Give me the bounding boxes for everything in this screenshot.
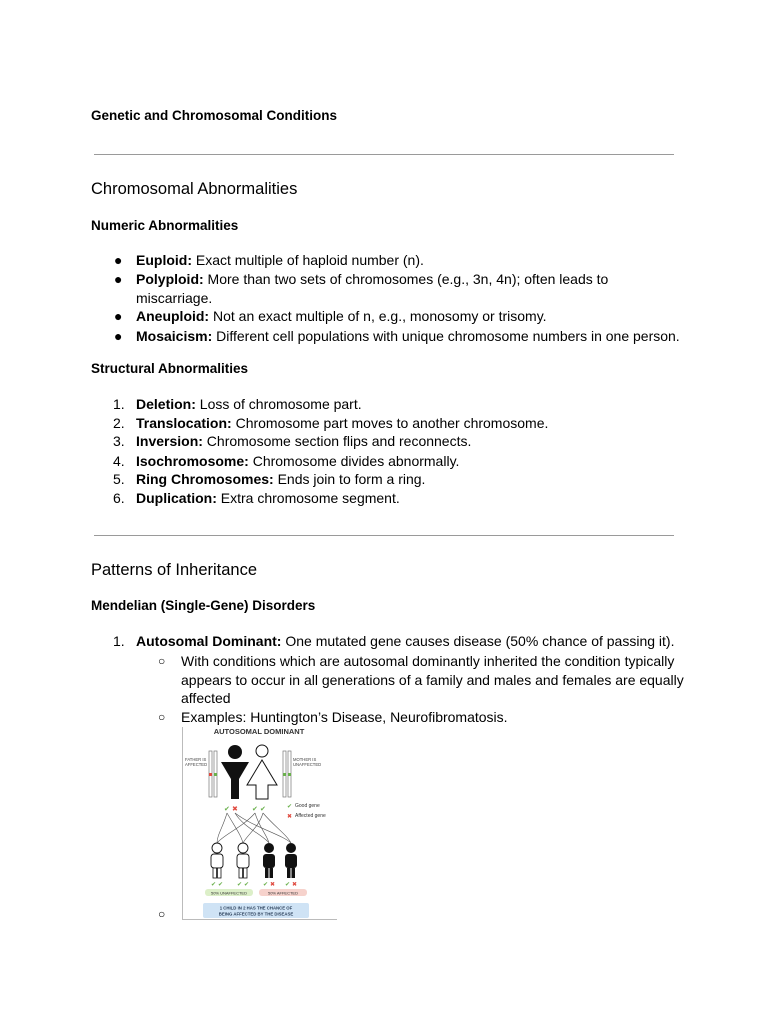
caption-line2: BEING AFFECTED BY THE DISEASE: [218, 911, 294, 917]
mother-chromosomes: [283, 751, 291, 797]
list-item: [91, 327, 691, 345]
child-unaffected-2: [237, 843, 249, 878]
affected-label: 50% AFFECTED: [267, 890, 299, 896]
sub-bullet-marker: ○: [158, 907, 166, 921]
list-item: [91, 632, 691, 650]
legend: [287, 803, 326, 820]
svg-text:✔: ✔: [211, 881, 217, 888]
term: Aneuploid:: [136, 308, 210, 324]
list-item: [91, 470, 691, 488]
heading-structural-abnormalities: Structural Abnormalities: [91, 361, 249, 376]
mother-label-line2: UNAFFECTED: [293, 762, 322, 767]
child-affected-1: [263, 843, 275, 878]
divider: [94, 154, 674, 155]
term: Isochromosome:: [136, 453, 249, 469]
list-item: [91, 395, 691, 413]
mother-label-line1: MOTHER IS: [293, 757, 317, 762]
legend-good-gene: Good gene: [295, 803, 320, 809]
description: Loss of chromosome part.: [195, 396, 362, 412]
list-item: [91, 489, 691, 507]
svg-text:✔: ✔: [285, 881, 291, 888]
sub-item-text: Examples: Huntington’s Disease, Neurofibromatosis.: [181, 709, 508, 725]
term: Mosaicism:: [136, 328, 213, 344]
svg-text:✖: ✖: [270, 881, 276, 888]
list-item: [91, 452, 691, 470]
sub-list-item-empty: [158, 905, 178, 923]
svg-text:✔: ✔: [237, 881, 243, 888]
description: Not an exact multiple of n, e.g., monosomy or trisomy.: [209, 308, 547, 324]
description: Ends join to form a ring.: [273, 471, 426, 487]
list-item: [91, 270, 691, 307]
list-number: 3.: [113, 433, 125, 449]
svg-text:✔: ✔: [252, 805, 258, 813]
description: Chromosome part moves to another chromosome.: [231, 415, 549, 431]
svg-text:✖: ✖: [232, 805, 238, 813]
list-item: [91, 414, 691, 432]
document-title: Genetic and Chromosomal Conditions: [91, 108, 338, 123]
description: More than two sets of chromosomes (e.g., 3n, 4n); often leads to miscarriage.: [136, 271, 609, 306]
sub-bullet-marker: ○: [158, 654, 166, 668]
svg-text:✔: ✔: [224, 805, 230, 813]
sub-list-item: [158, 652, 698, 708]
description: Extra chromosome segment.: [216, 490, 400, 506]
inheritance-lines: [217, 813, 291, 843]
list-item: [91, 251, 691, 269]
father-figure-icon: [221, 745, 249, 799]
description: Chromosome section flips and reconnects.: [202, 433, 472, 449]
list-number: 1.: [113, 633, 125, 649]
term: Ring Chromosomes:: [136, 471, 274, 487]
bullet-marker: ●: [114, 252, 123, 268]
term: Polyploid:: [136, 271, 204, 287]
father-label-line1: FATHER IS: [185, 757, 207, 762]
parent-gene-marks: [224, 805, 266, 813]
mother-figure-icon: [247, 745, 277, 799]
autosomal-dominant-figure: [182, 727, 337, 920]
list-number: 4.: [113, 453, 125, 469]
bullet-marker: ●: [114, 271, 123, 287]
sub-bullet-marker: ○: [158, 710, 166, 724]
father-chromosomes: [209, 751, 217, 797]
list-item: [91, 432, 691, 450]
divider: [94, 535, 674, 536]
legend-affected-gene: Affected gene: [295, 813, 326, 819]
term: Translocation:: [136, 415, 232, 431]
bullet-marker: ●: [114, 308, 123, 324]
svg-text:✖: ✖: [292, 881, 298, 888]
svg-text:✔: ✔: [260, 805, 266, 813]
description: Different cell populations with unique chromosome numbers in one person.: [212, 328, 680, 344]
svg-text:✔: ✔: [218, 881, 224, 888]
term: Inversion:: [136, 433, 203, 449]
sub-list-item: [158, 708, 698, 726]
description: Exact multiple of haploid number (n).: [192, 252, 424, 268]
child-gene-marks: [211, 881, 297, 888]
list-number: 2.: [113, 415, 125, 431]
term: Duplication:: [136, 490, 217, 506]
child-unaffected-1: [211, 843, 223, 878]
figure-title: AUTOSOMAL DOMINANT: [213, 727, 305, 736]
heading-chromosomal-abnormalities: Chromosomal Abnormalities: [91, 180, 298, 198]
term: Deletion:: [136, 396, 196, 412]
heading-mendelian-disorders: Mendelian (Single-Gene) Disorders: [91, 598, 316, 613]
description: One mutated gene causes disease (50% chance of passing it).: [281, 633, 675, 649]
term: Euploid:: [136, 252, 192, 268]
child-affected-2: [285, 843, 297, 878]
list-item: [91, 307, 691, 325]
heading-numeric-abnormalities: Numeric Abnormalities: [91, 218, 239, 233]
good-gene-icon: ✔: [287, 803, 293, 810]
sub-item-text: With conditions which are autosomal dominantly inherited the condition typically appears to occur in all generations of a family and males and females are equally affected: [181, 653, 684, 706]
list-number: 5.: [113, 471, 125, 487]
svg-text:✔: ✔: [263, 881, 269, 888]
bullet-marker: ●: [114, 328, 123, 344]
list-number: 6.: [113, 490, 125, 506]
svg-text:✔: ✔: [244, 881, 250, 888]
term: Autosomal Dominant:: [136, 633, 282, 649]
caption-line1: 1 CHILD IN 2 HAS THE CHANCE OF: [219, 905, 293, 911]
heading-patterns-of-inheritance: Patterns of Inheritance: [91, 561, 258, 579]
unaffected-label: 50% UNAFFECTED: [210, 890, 248, 896]
list-number: 1.: [113, 396, 125, 412]
affected-gene-icon: ✖: [287, 813, 293, 820]
description: Chromosome divides abnormally.: [248, 453, 460, 469]
father-label-line2: AFFECTED: [185, 762, 208, 767]
